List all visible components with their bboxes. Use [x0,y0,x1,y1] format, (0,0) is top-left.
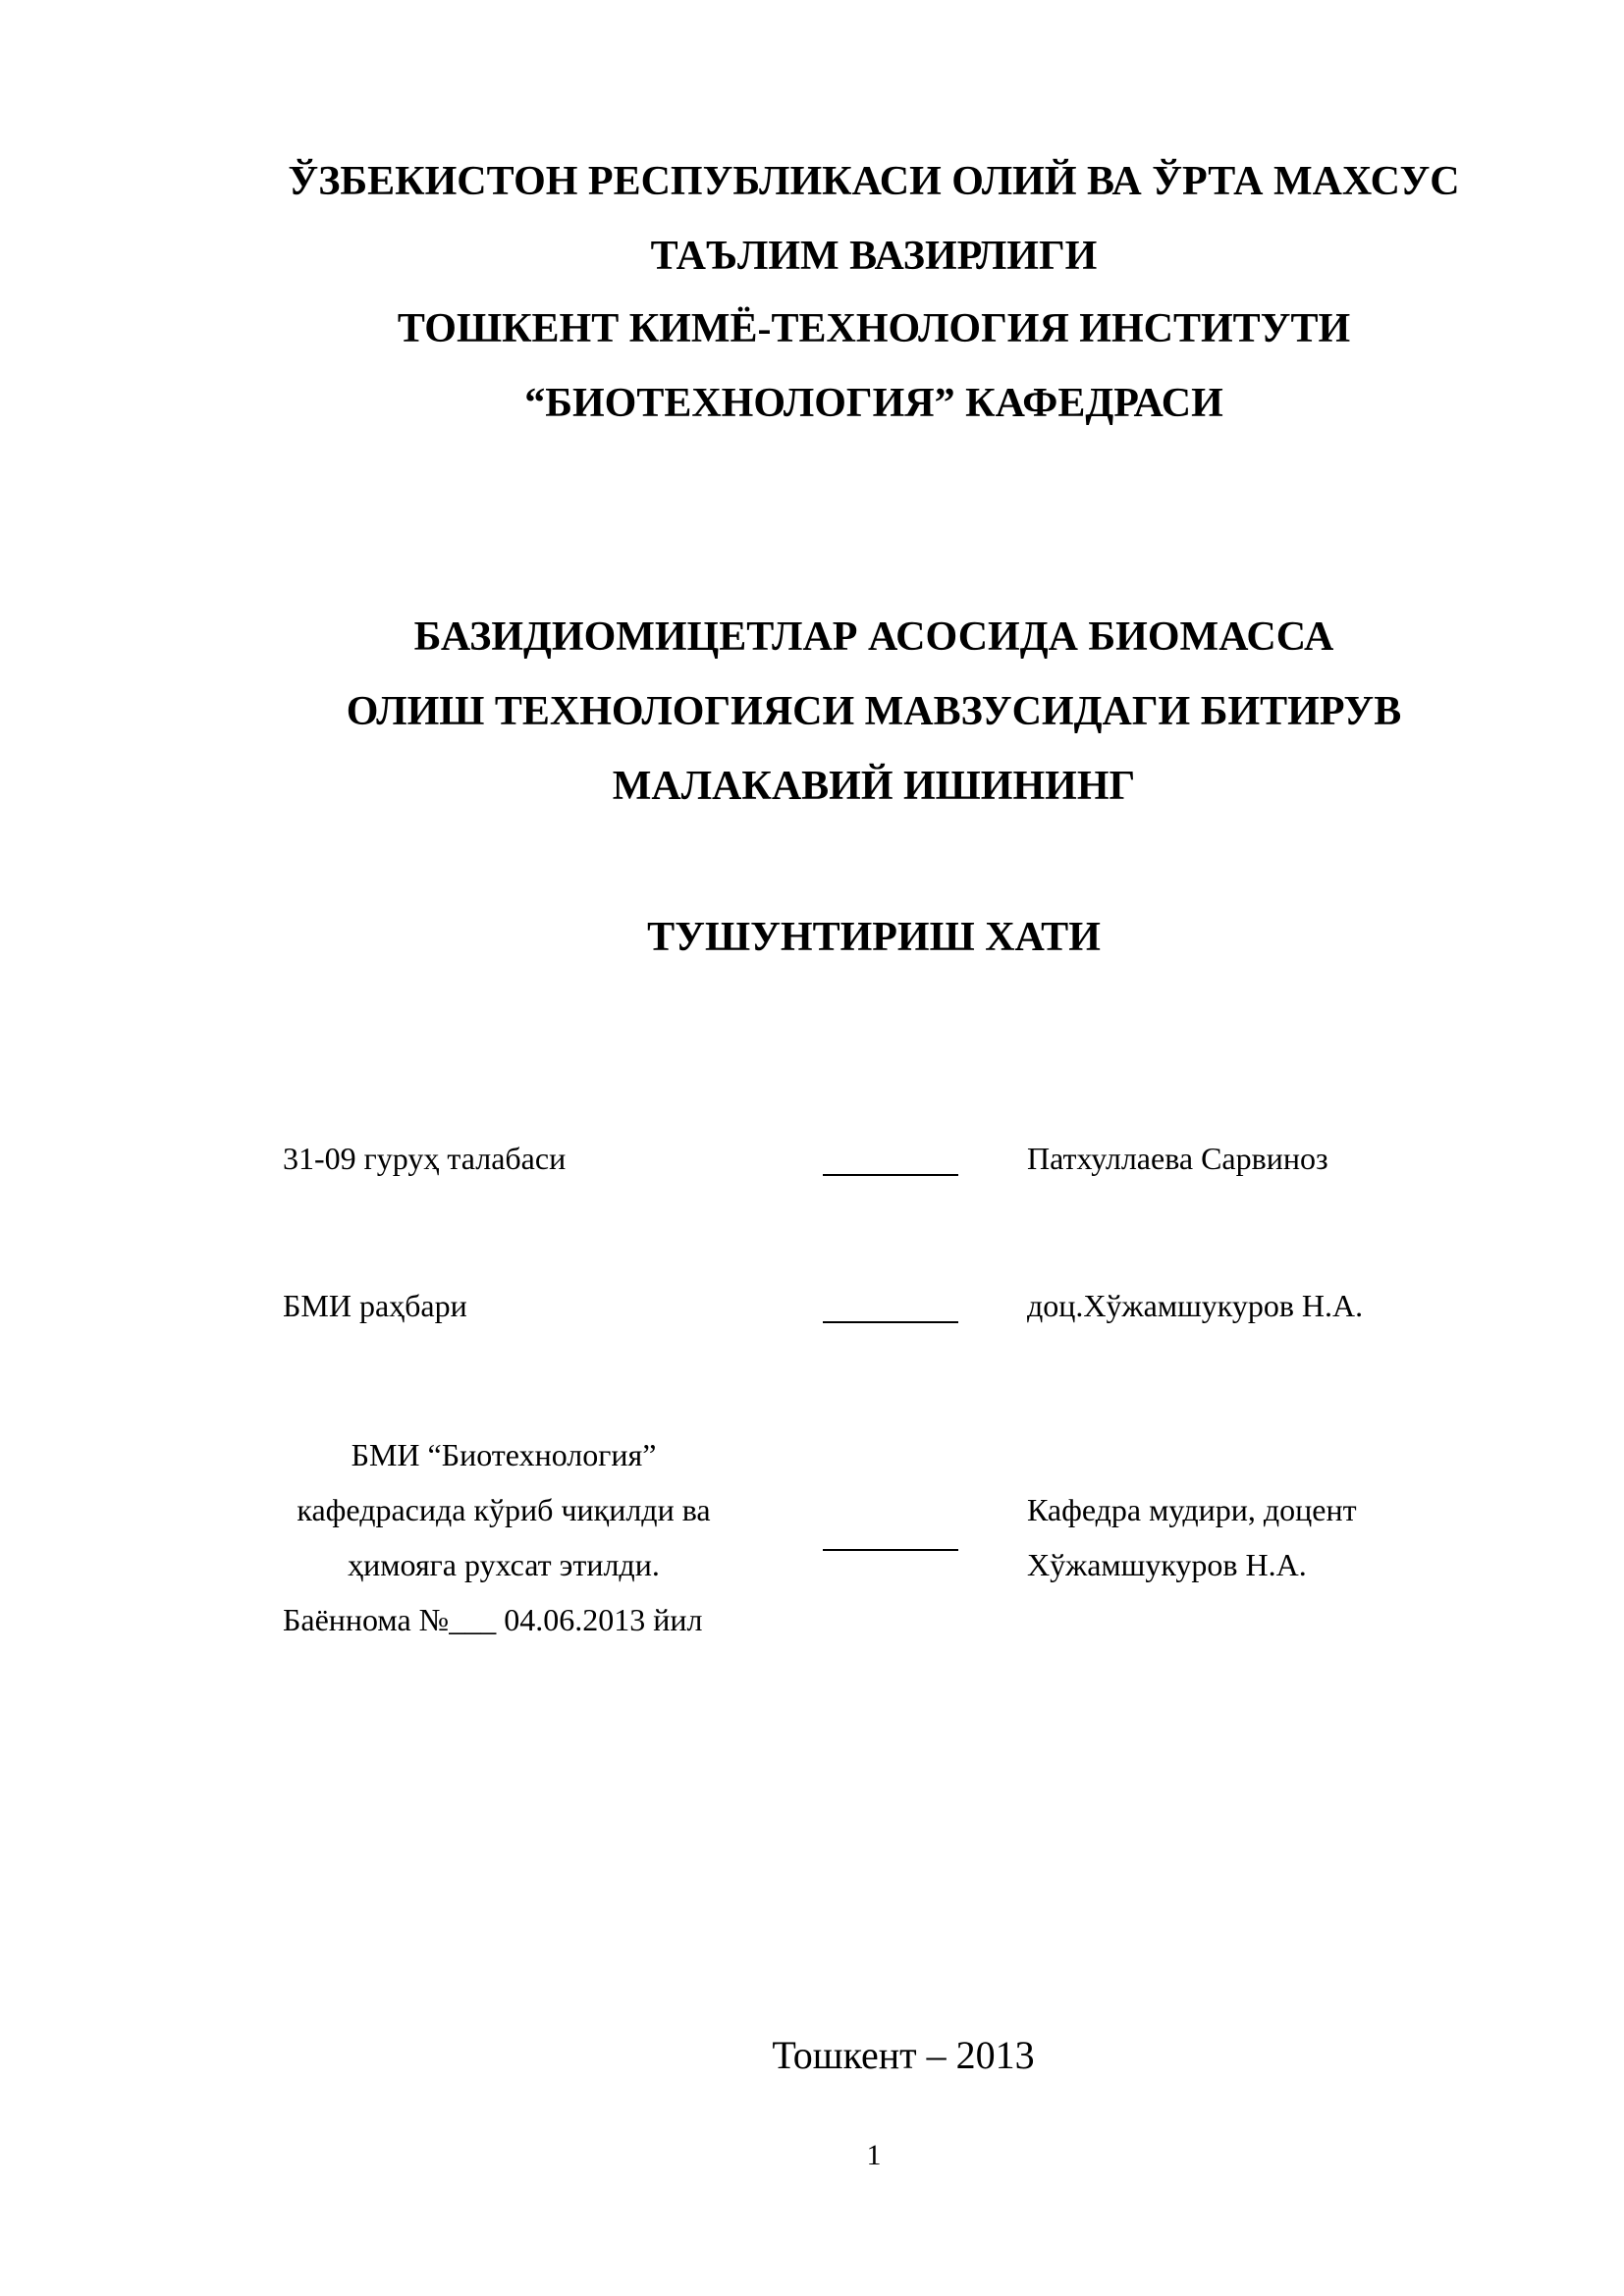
document-type-title: ТУШУНТИРИШ ХАТИ [647,915,1101,960]
ministry-name-line2: ТАЪЛИМ ВАЗИРЛИГИ [650,234,1098,279]
institute-name: ТОШКЕНТ КИМЁ-ТЕХНОЛОГИЯ ИНСТИТУТИ [397,306,1351,351]
page-number: 1 [866,2139,882,2171]
supervisor-role-label: БМИ раҳбари [283,1288,467,1323]
head-of-department-name: Хўжамшукуров Н.А. [1027,1547,1307,1582]
ministry-name-line1: ЎЗБЕКИСТОН РЕСПУБЛИКАСИ ОЛИЙ ВА ЎРТА МАХСУС [288,159,1460,204]
head-of-department-title: Кафедра мудири, доцент [1027,1492,1357,1527]
city-year: Тошкент – 2013 [772,2033,1035,2077]
approval-line1: БМИ “Биотехнология” [351,1437,657,1472]
approval-line2: кафедрасида кўриб чиқилди ва [297,1492,711,1527]
department-name: “БИОТЕХНОЛОГИЯ” КАФЕДРАСИ [524,381,1223,426]
thesis-title-line3: МАЛАКАВИЙ ИШИНИНГ [612,764,1136,809]
student-role-label: 31-09 гуруҳ талабаси [283,1141,567,1176]
supervisor-signature-line [823,1321,958,1323]
student-name: Патхуллаева Сарвиноз [1027,1141,1328,1176]
approval-protocol-line: Баённома №___ 04.06.2013 йил [283,1602,703,1637]
student-signature-line [823,1174,958,1176]
approval-line3: ҳимояга рухсат этилди. [348,1547,660,1582]
thesis-title-line2: ОЛИШ ТЕХНОЛОГИЯСИ МАВЗУСИДАГИ БИТИРУВ [346,689,1402,734]
head-of-department-signature-line [823,1549,958,1551]
supervisor-name: доц.Хўжамшукуров Н.А. [1027,1288,1364,1323]
thesis-title-line1: БАЗИДИОМИЦЕТЛАР АСОСИДА БИОМАССА [413,614,1334,660]
